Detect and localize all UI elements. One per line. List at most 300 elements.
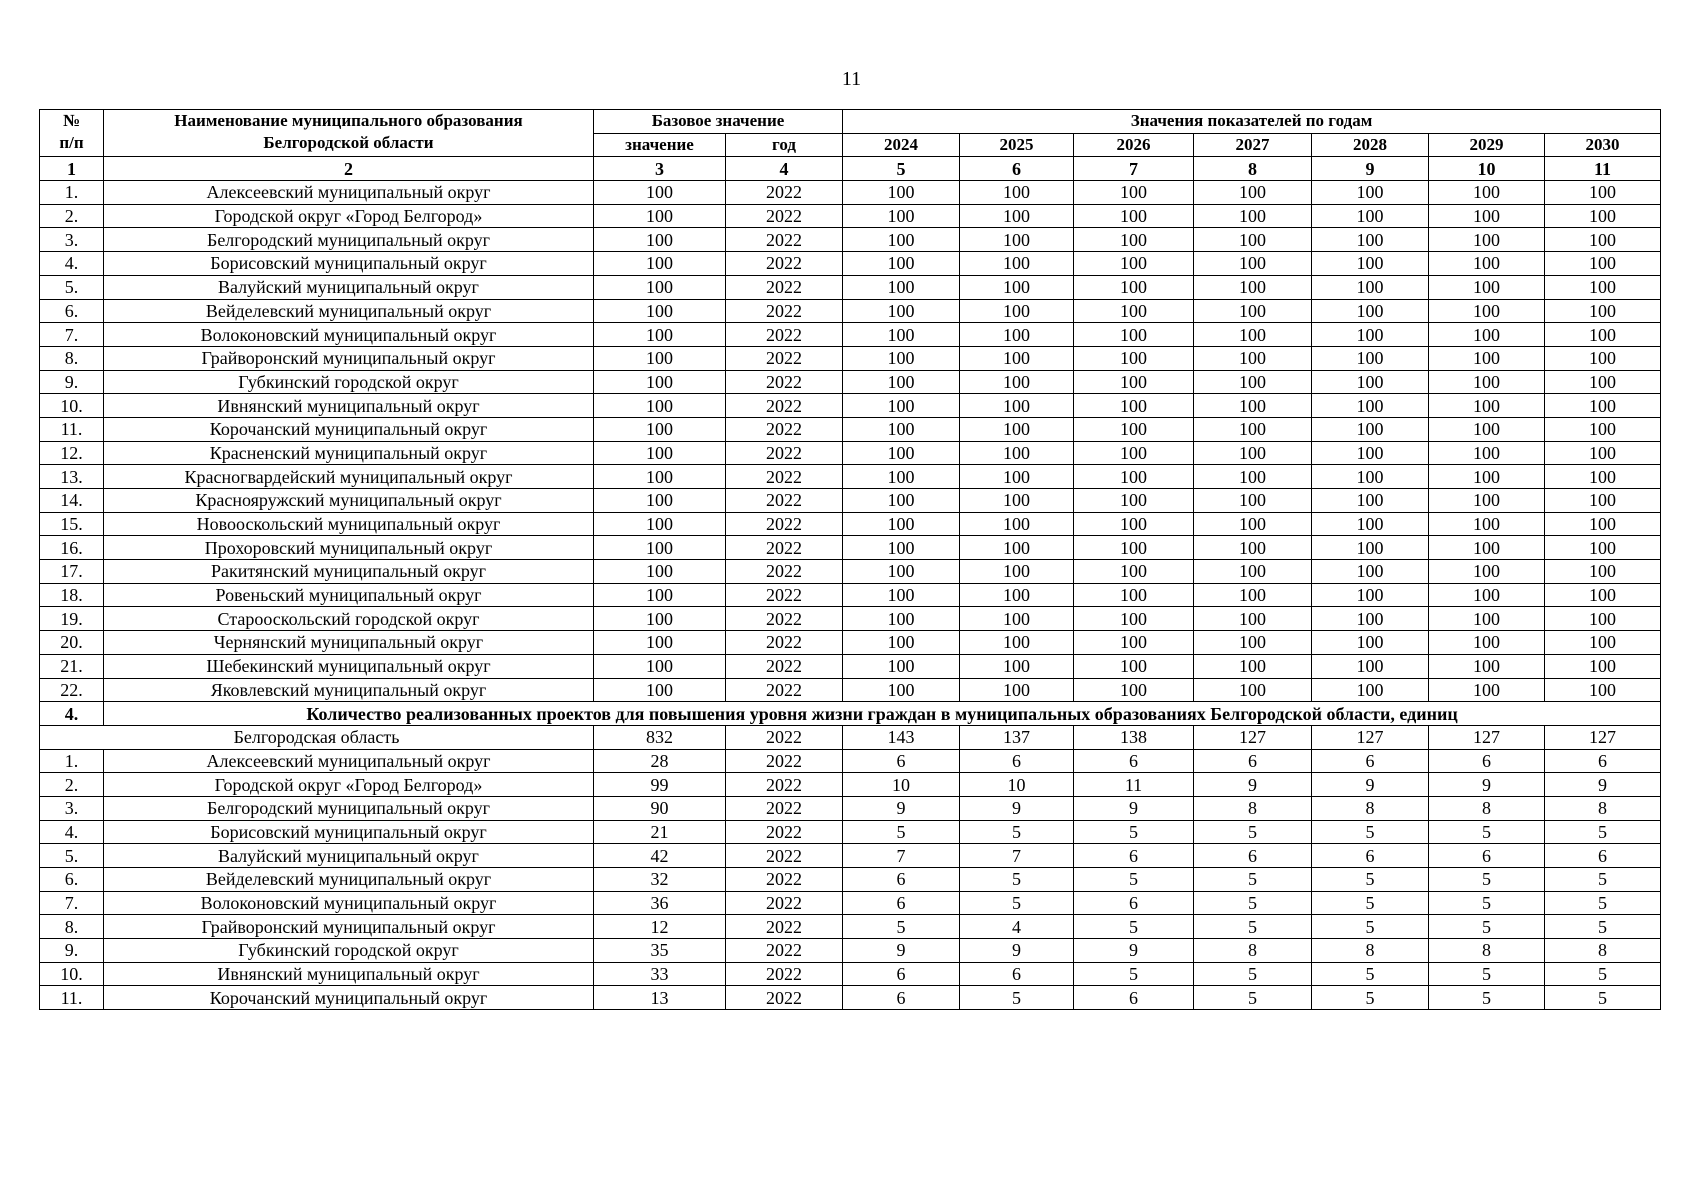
value-cell: 5 [1074, 915, 1194, 939]
value-cell: 100 [1074, 631, 1194, 655]
value-cell: 100 [1194, 678, 1312, 702]
table-row [40, 441, 1661, 465]
row-number: 15. [40, 512, 104, 536]
municipality-name: Чернянский муниципальный округ [104, 631, 594, 655]
value-cell: 100 [960, 583, 1074, 607]
section-title: Количество реализованных проектов для повышения уровня жизни граждан в муниципальных образованиях Белгородской области, единиц [104, 702, 1661, 726]
value-cell: 100 [1545, 394, 1661, 418]
value-cell: 100 [1429, 583, 1545, 607]
value-cell: 8 [1312, 939, 1429, 963]
value-cell: 2022 [726, 536, 843, 560]
value-cell: 100 [594, 252, 726, 276]
table-row [40, 370, 1661, 394]
value-cell: 100 [843, 678, 960, 702]
value-cell: 5 [1429, 868, 1545, 892]
table-row [40, 323, 1661, 347]
value-cell: 143 [843, 725, 960, 749]
value-cell: 100 [1194, 228, 1312, 252]
value-cell: 5 [1194, 891, 1312, 915]
value-cell: 100 [1194, 346, 1312, 370]
value-cell: 6 [1312, 749, 1429, 773]
value-cell: 100 [1074, 489, 1194, 513]
municipality-name: Красненский муниципальный округ [104, 441, 594, 465]
value-cell: 2022 [726, 820, 843, 844]
value-cell: 100 [1545, 299, 1661, 323]
value-cell: 5 [843, 820, 960, 844]
row-number: 1. [40, 749, 104, 773]
value-cell: 100 [960, 560, 1074, 584]
value-cell: 5 [1545, 962, 1661, 986]
value-cell: 10 [960, 773, 1074, 797]
value-cell: 100 [594, 275, 726, 299]
value-cell: 100 [1429, 489, 1545, 513]
header-year: 2027 [1194, 133, 1312, 157]
value-cell: 6 [1074, 986, 1194, 1010]
value-cell: 100 [594, 536, 726, 560]
table-row [40, 560, 1661, 584]
value-cell: 100 [960, 512, 1074, 536]
value-cell: 6 [843, 986, 960, 1010]
municipality-name: Шебекинский муниципальный округ [104, 654, 594, 678]
value-cell: 8 [1194, 939, 1312, 963]
column-number: 10 [1429, 157, 1545, 181]
value-cell: 100 [1074, 252, 1194, 276]
value-cell: 100 [1074, 536, 1194, 560]
value-cell: 100 [1312, 678, 1429, 702]
municipality-name: Белгородский муниципальный округ [104, 796, 594, 820]
value-cell: 100 [960, 252, 1074, 276]
table-row [40, 252, 1661, 276]
value-cell: 100 [1194, 370, 1312, 394]
value-cell: 2022 [726, 204, 843, 228]
value-cell: 100 [594, 299, 726, 323]
header-year: 2029 [1429, 133, 1545, 157]
value-cell: 100 [1545, 583, 1661, 607]
value-cell: 100 [1312, 607, 1429, 631]
row-number: 17. [40, 560, 104, 584]
column-number: 5 [843, 157, 960, 181]
row-number: 21. [40, 654, 104, 678]
value-cell: 100 [1312, 465, 1429, 489]
municipality-name: Вейделевский муниципальный округ [104, 299, 594, 323]
value-cell: 5 [1312, 962, 1429, 986]
row-number: 8. [40, 915, 104, 939]
table-body [40, 157, 1661, 1010]
value-cell: 100 [1545, 489, 1661, 513]
value-cell: 5 [1429, 915, 1545, 939]
value-cell: 100 [960, 228, 1074, 252]
value-cell: 100 [1429, 181, 1545, 205]
value-cell: 100 [594, 512, 726, 536]
value-cell: 100 [843, 465, 960, 489]
value-cell: 100 [960, 631, 1074, 655]
value-cell: 2022 [726, 749, 843, 773]
value-cell: 100 [843, 489, 960, 513]
value-cell: 127 [1545, 725, 1661, 749]
header-year: 2025 [960, 133, 1074, 157]
value-cell: 832 [594, 725, 726, 749]
value-cell: 100 [1074, 583, 1194, 607]
value-cell: 100 [1194, 299, 1312, 323]
value-cell: 42 [594, 844, 726, 868]
value-cell: 100 [594, 678, 726, 702]
row-number: 1. [40, 181, 104, 205]
municipality-name: Волоконовский муниципальный округ [104, 323, 594, 347]
municipality-name: Губкинский городской округ [104, 939, 594, 963]
value-cell: 11 [1074, 773, 1194, 797]
value-cell: 5 [1545, 986, 1661, 1010]
value-cell: 100 [843, 346, 960, 370]
value-cell: 100 [843, 228, 960, 252]
row-number: 11. [40, 417, 104, 441]
value-cell: 100 [843, 181, 960, 205]
header-year: 2024 [843, 133, 960, 157]
value-cell: 5 [1429, 962, 1545, 986]
value-cell: 8 [1194, 796, 1312, 820]
column-number: 1 [40, 157, 104, 181]
value-cell: 100 [1312, 489, 1429, 513]
row-number: 3. [40, 796, 104, 820]
table-row [40, 654, 1661, 678]
value-cell: 100 [1429, 299, 1545, 323]
value-cell: 6 [960, 962, 1074, 986]
value-cell: 9 [1545, 773, 1661, 797]
municipality-name: Валуйский муниципальный округ [104, 844, 594, 868]
value-cell: 100 [1074, 678, 1194, 702]
municipality-name: Алексеевский муниципальный округ [104, 749, 594, 773]
value-cell: 100 [960, 417, 1074, 441]
municipality-name: Яковлевский муниципальный округ [104, 678, 594, 702]
municipality-name: Ракитянский муниципальный округ [104, 560, 594, 584]
value-cell: 100 [843, 536, 960, 560]
row-number: 2. [40, 204, 104, 228]
value-cell: 6 [1194, 749, 1312, 773]
value-cell: 5 [1312, 915, 1429, 939]
row-number: 3. [40, 228, 104, 252]
column-number: 11 [1545, 157, 1661, 181]
header-year: 2026 [1074, 133, 1194, 157]
value-cell: 2022 [726, 891, 843, 915]
value-cell: 100 [1312, 654, 1429, 678]
value-cell: 8 [1429, 939, 1545, 963]
value-cell: 100 [1545, 465, 1661, 489]
value-cell: 5 [1545, 915, 1661, 939]
value-cell: 4 [960, 915, 1074, 939]
value-cell: 100 [1074, 275, 1194, 299]
value-cell: 5 [960, 868, 1074, 892]
value-cell: 100 [1194, 489, 1312, 513]
value-cell: 2022 [726, 489, 843, 513]
value-cell: 100 [1194, 512, 1312, 536]
value-cell: 100 [1429, 607, 1545, 631]
value-cell: 100 [1545, 228, 1661, 252]
value-cell: 100 [1545, 607, 1661, 631]
table-row [40, 939, 1661, 963]
table-row [40, 891, 1661, 915]
value-cell: 9 [960, 796, 1074, 820]
row-number: 19. [40, 607, 104, 631]
column-number: 3 [594, 157, 726, 181]
value-cell: 100 [594, 394, 726, 418]
value-cell: 100 [960, 536, 1074, 560]
value-cell: 36 [594, 891, 726, 915]
indicator-table [39, 109, 1661, 1010]
row-number: 5. [40, 275, 104, 299]
header-base-year: год [726, 133, 843, 157]
value-cell: 2022 [726, 299, 843, 323]
municipality-name: Борисовский муниципальный округ [104, 820, 594, 844]
row-number: 9. [40, 370, 104, 394]
table-row [40, 820, 1661, 844]
header-name-line2: Белгородской области [263, 133, 434, 152]
value-cell: 100 [1074, 417, 1194, 441]
value-cell: 100 [960, 654, 1074, 678]
value-cell: 100 [960, 394, 1074, 418]
value-cell: 6 [1194, 844, 1312, 868]
value-cell: 100 [1312, 583, 1429, 607]
table-row [40, 536, 1661, 560]
value-cell: 100 [1194, 181, 1312, 205]
row-number: 20. [40, 631, 104, 655]
value-cell: 100 [1545, 323, 1661, 347]
value-cell: 100 [594, 370, 726, 394]
value-cell: 100 [960, 441, 1074, 465]
table-row [40, 796, 1661, 820]
value-cell: 5 [1429, 986, 1545, 1010]
value-cell: 5 [960, 891, 1074, 915]
column-number: 4 [726, 157, 843, 181]
value-cell: 7 [960, 844, 1074, 868]
municipality-name: Вейделевский муниципальный округ [104, 868, 594, 892]
row-number: 6. [40, 299, 104, 323]
value-cell: 100 [594, 607, 726, 631]
value-cell: 2022 [726, 773, 843, 797]
value-cell: 100 [1074, 181, 1194, 205]
value-cell: 100 [1545, 275, 1661, 299]
value-cell: 100 [1194, 204, 1312, 228]
value-cell: 100 [1194, 417, 1312, 441]
header-number [40, 110, 104, 157]
value-cell: 6 [1545, 844, 1661, 868]
value-cell: 100 [1429, 560, 1545, 584]
value-cell: 2022 [726, 346, 843, 370]
value-cell: 6 [1429, 749, 1545, 773]
value-cell: 100 [1429, 417, 1545, 441]
table-row [40, 394, 1661, 418]
row-number: 12. [40, 441, 104, 465]
value-cell: 100 [1545, 631, 1661, 655]
value-cell: 100 [1545, 417, 1661, 441]
value-cell: 100 [960, 346, 1074, 370]
value-cell: 100 [960, 181, 1074, 205]
value-cell: 5 [1194, 962, 1312, 986]
row-number: 11. [40, 986, 104, 1010]
value-cell: 100 [960, 465, 1074, 489]
value-cell: 100 [1545, 181, 1661, 205]
value-cell: 100 [594, 323, 726, 347]
value-cell: 100 [1194, 275, 1312, 299]
municipality-name: Грайворонский муниципальный округ [104, 915, 594, 939]
value-cell: 100 [960, 489, 1074, 513]
row-number: 14. [40, 489, 104, 513]
row-number: 4. [40, 252, 104, 276]
value-cell: 5 [1194, 986, 1312, 1010]
value-cell: 100 [1312, 275, 1429, 299]
value-cell: 100 [1429, 394, 1545, 418]
table-row [40, 678, 1661, 702]
value-cell: 2022 [726, 678, 843, 702]
value-cell: 100 [1194, 560, 1312, 584]
value-cell: 9 [1074, 939, 1194, 963]
value-cell: 5 [1074, 868, 1194, 892]
municipality-name: Белгородский муниципальный округ [104, 228, 594, 252]
municipality-name: Краснояружский муниципальный округ [104, 489, 594, 513]
value-cell: 100 [843, 583, 960, 607]
value-cell: 100 [1312, 512, 1429, 536]
value-cell: 100 [960, 299, 1074, 323]
value-cell: 100 [960, 370, 1074, 394]
value-cell: 100 [1312, 346, 1429, 370]
value-cell: 100 [1429, 323, 1545, 347]
value-cell: 100 [1312, 204, 1429, 228]
value-cell: 100 [594, 560, 726, 584]
value-cell: 5 [1312, 868, 1429, 892]
value-cell: 100 [1074, 441, 1194, 465]
header-name-line1: Наименование муниципального образования [174, 111, 523, 130]
value-cell: 100 [1312, 417, 1429, 441]
value-cell: 7 [843, 844, 960, 868]
value-cell: 28 [594, 749, 726, 773]
row-number: 7. [40, 323, 104, 347]
value-cell: 100 [1312, 536, 1429, 560]
row-number: 10. [40, 394, 104, 418]
column-number: 7 [1074, 157, 1194, 181]
row-number: 6. [40, 868, 104, 892]
value-cell: 100 [1074, 228, 1194, 252]
value-cell: 100 [1429, 252, 1545, 276]
value-cell: 9 [1429, 773, 1545, 797]
value-cell: 100 [594, 204, 726, 228]
value-cell: 8 [1429, 796, 1545, 820]
value-cell: 2022 [726, 417, 843, 441]
municipality-name: Новооскольский муниципальный округ [104, 512, 594, 536]
value-cell: 6 [843, 868, 960, 892]
value-cell: 100 [1074, 560, 1194, 584]
value-cell: 6 [1074, 891, 1194, 915]
value-cell: 100 [1545, 654, 1661, 678]
value-cell: 137 [960, 725, 1074, 749]
region-total-row [40, 725, 1661, 749]
value-cell: 100 [1194, 654, 1312, 678]
municipality-name: Борисовский муниципальный округ [104, 252, 594, 276]
value-cell: 9 [843, 796, 960, 820]
value-cell: 100 [843, 417, 960, 441]
table-row [40, 346, 1661, 370]
value-cell: 5 [960, 820, 1074, 844]
value-cell: 100 [1194, 252, 1312, 276]
value-cell: 2022 [726, 796, 843, 820]
value-cell: 100 [594, 181, 726, 205]
value-cell: 2022 [726, 441, 843, 465]
value-cell: 100 [1194, 441, 1312, 465]
value-cell: 5 [1312, 986, 1429, 1010]
value-cell: 9 [1312, 773, 1429, 797]
value-cell: 100 [1194, 394, 1312, 418]
header-base: Базовое значение [594, 110, 843, 134]
value-cell: 100 [1545, 512, 1661, 536]
table-row [40, 512, 1661, 536]
municipality-name: Губкинский городской округ [104, 370, 594, 394]
value-cell: 100 [1312, 441, 1429, 465]
row-number: 10. [40, 962, 104, 986]
section-number: 4. [40, 702, 104, 726]
value-cell: 2022 [726, 939, 843, 963]
table-row [40, 868, 1661, 892]
value-cell: 100 [1074, 346, 1194, 370]
value-cell: 2022 [726, 583, 843, 607]
row-number: 2. [40, 773, 104, 797]
value-cell: 2022 [726, 323, 843, 347]
value-cell: 35 [594, 939, 726, 963]
value-cell: 90 [594, 796, 726, 820]
table-row [40, 465, 1661, 489]
value-cell: 2022 [726, 560, 843, 584]
value-cell: 8 [1545, 939, 1661, 963]
value-cell: 138 [1074, 725, 1194, 749]
value-cell: 5 [1074, 820, 1194, 844]
row-number: 18. [40, 583, 104, 607]
value-cell: 6 [960, 749, 1074, 773]
value-cell: 100 [1074, 607, 1194, 631]
value-cell: 2022 [726, 512, 843, 536]
value-cell: 100 [843, 323, 960, 347]
value-cell: 9 [960, 939, 1074, 963]
value-cell: 100 [1545, 560, 1661, 584]
value-cell: 12 [594, 915, 726, 939]
table-row [40, 607, 1661, 631]
value-cell: 6 [843, 749, 960, 773]
value-cell: 100 [1312, 181, 1429, 205]
value-cell: 100 [1312, 299, 1429, 323]
value-cell: 100 [1545, 536, 1661, 560]
value-cell: 100 [1429, 536, 1545, 560]
header-base-value: значение [594, 133, 726, 157]
table-row [40, 844, 1661, 868]
row-number: 4. [40, 820, 104, 844]
value-cell: 2022 [726, 915, 843, 939]
value-cell: 9 [843, 939, 960, 963]
page-number: 11 [841, 68, 862, 90]
value-cell: 100 [594, 441, 726, 465]
value-cell: 99 [594, 773, 726, 797]
table-row [40, 275, 1661, 299]
municipality-name: Валуйский муниципальный округ [104, 275, 594, 299]
value-cell: 6 [1429, 844, 1545, 868]
value-cell: 5 [1429, 891, 1545, 915]
value-cell: 2022 [726, 465, 843, 489]
value-cell: 6 [1074, 844, 1194, 868]
value-cell: 100 [1194, 536, 1312, 560]
value-cell: 100 [594, 465, 726, 489]
value-cell: 100 [843, 560, 960, 584]
table-row [40, 417, 1661, 441]
value-cell: 100 [1545, 204, 1661, 228]
value-cell: 100 [1312, 228, 1429, 252]
row-number: 13. [40, 465, 104, 489]
table-row [40, 749, 1661, 773]
value-cell: 6 [1545, 749, 1661, 773]
value-cell: 100 [594, 489, 726, 513]
